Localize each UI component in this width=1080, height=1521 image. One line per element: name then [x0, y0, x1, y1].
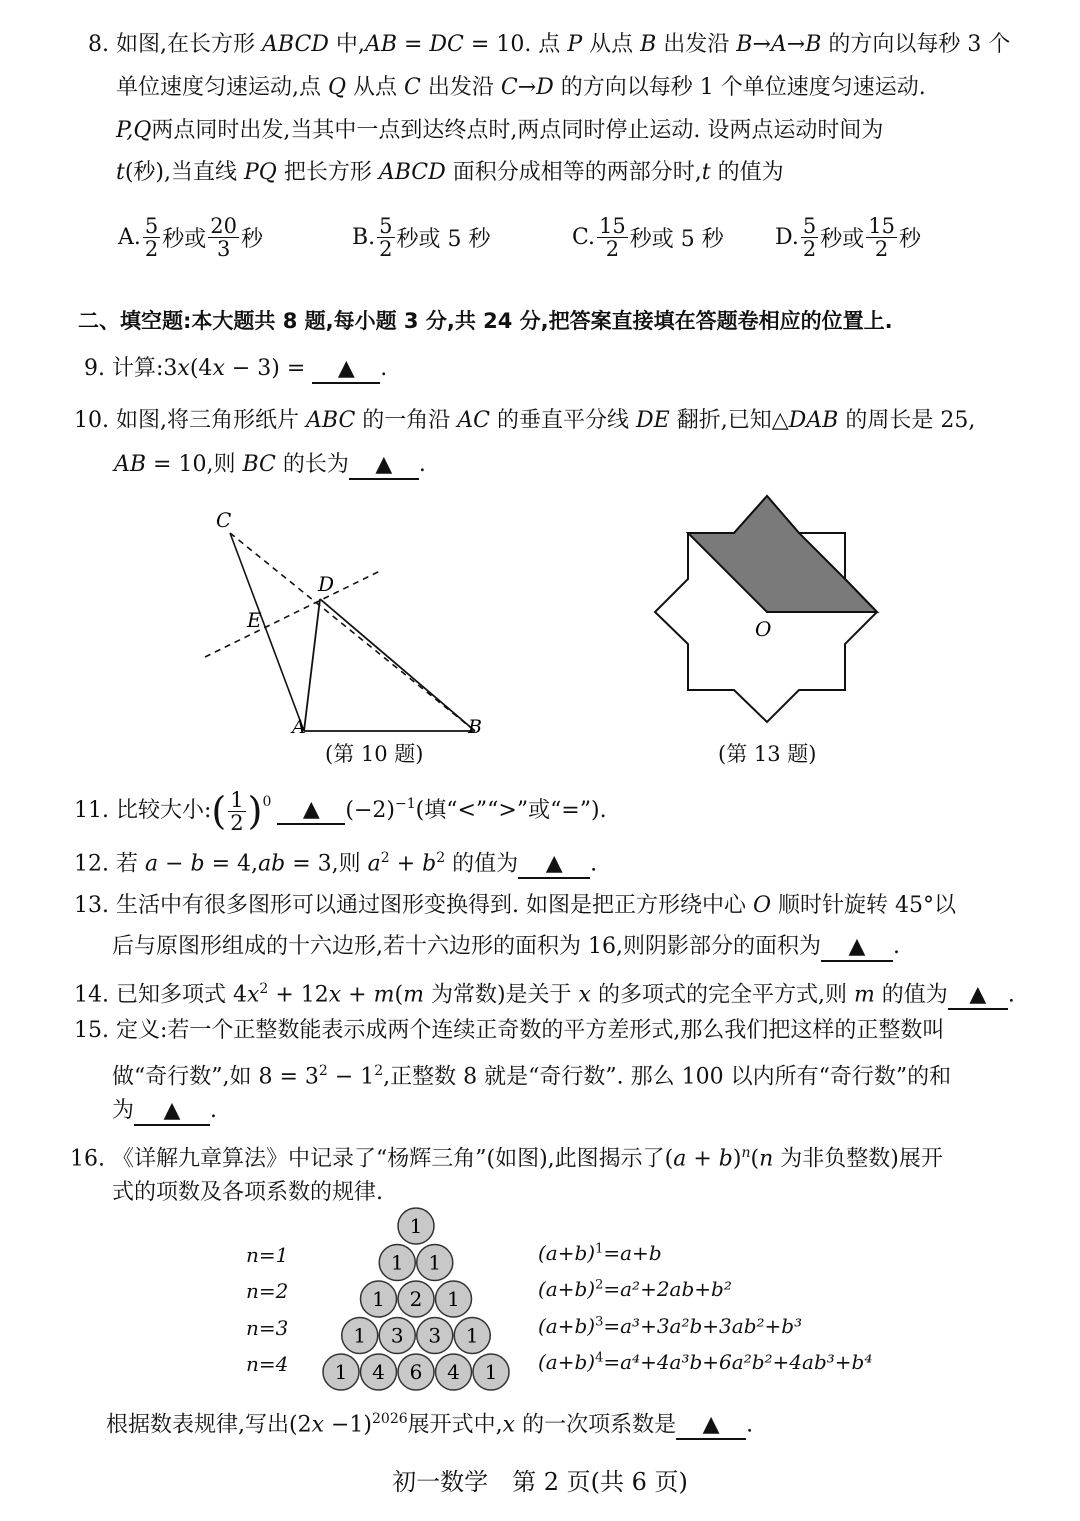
q15-line3: 为 ▲ . [112, 1096, 217, 1126]
pascal-value: 1 [334, 1360, 348, 1384]
figure-13-octagram [645, 488, 885, 728]
fraction: $\frac{5}{2}$ [144, 214, 159, 261]
q10-line1: 10. 如图,将三角形纸片 ABC 的一角沿 AC 的垂直平分线 DE 翻折,已知△DAB 的周长是 25, [74, 408, 976, 433]
pascal-value: 2 [409, 1287, 423, 1311]
figure-10-triangle [190, 505, 510, 745]
pascal-value: 6 [409, 1360, 423, 1384]
side-da [304, 599, 320, 731]
fraction: $\frac{5}{2}$ [802, 214, 817, 261]
figure-13-caption: (第 13 题) [718, 742, 817, 766]
q13-line2: 后与原图形组成的十六边形,若十六边形的面积为 16,则阴影部分的面积为 ▲ . [112, 932, 900, 962]
q10-line2: AB = 10,则 BC 的长为 ▲ . [114, 450, 426, 480]
answer-blank[interactable]: ▲ [312, 356, 380, 384]
q16-line2: 式的项数及各项系数的规律. [112, 1180, 383, 1205]
pascal-label-n1: n=1 [246, 1243, 289, 1267]
q14: 14. 已知多项式 $4x^2 + 12x + m(m$ 为常数)是关于 x 的多项式的完全平方式,则 m 的值为 ▲ . [74, 974, 1015, 1010]
side-db [320, 599, 475, 731]
q13-line1: 13. 生活中有很多图形可以通过图形变换得到. 如图是把正方形绕中心 O 顺时针旋转 45°以 [74, 893, 957, 918]
q8-option-a: A. $\frac{5}{2}$ 秒或 $\frac{20}{3}$ 秒 [118, 214, 264, 261]
label-e: E [247, 608, 262, 632]
pascal-value: 1 [465, 1323, 479, 1348]
fraction: $\frac{15}{2}$ [599, 214, 626, 261]
pascal-value: 1 [428, 1250, 442, 1275]
expansion-n1: $(a+b)^1=a+b$ [538, 1241, 662, 1265]
q8-line4: t(秒),当直线 PQ 把长方形 ABCD 面积分成相等的两部分时,t 的值为 [116, 160, 784, 185]
pascal-value: 1 [353, 1323, 367, 1348]
q8-line1: 8. 如图,在长方形 ABCD 中,AB = DC = 10. 点 P 从点 B 出发沿 B→A→B 的方向以每秒 3 个 [88, 32, 1011, 57]
pascal-triangle [316, 1206, 516, 1392]
label-c: C [216, 508, 232, 532]
q16-line1: 16. 《详解九章算法》中记录了“杨辉三角”(如图),此图揭示了$(a + b)^n(n$ 为非负整数)展开 [70, 1145, 943, 1172]
expansion-n2: $(a+b)^2=a^2+2ab+b^2$ [538, 1277, 732, 1301]
fraction: $\frac{1}{2}$ [230, 787, 244, 835]
label-d: D [318, 572, 335, 596]
expansion-n3: $(a+b)^3=a^3+3a^2b+3ab^2+b^3$ [538, 1314, 803, 1338]
q8-line3: P,Q两点同时出发,当其中一点到达终点时,两点同时停止运动. 设两点运动时间为 [116, 118, 884, 143]
pascal-label-n4: n=4 [246, 1352, 289, 1376]
label-b: B [468, 716, 482, 738]
answer-blank[interactable]: ▲ [277, 797, 345, 825]
pascal-value: 4 [372, 1360, 385, 1384]
pascal-value: 1 [447, 1287, 460, 1311]
answer-blank[interactable]: ▲ [676, 1412, 746, 1440]
section-heading: 二、填空题:本大题共 8 题,每小题 3 分,共 24 分,把答案直接填在答题卷相应的位置上. [78, 309, 893, 333]
fraction: $\frac{15}{2}$ [868, 214, 895, 261]
label-o: O [755, 617, 772, 641]
answer-blank[interactable]: ▲ [518, 851, 590, 879]
perpendicular-bisector [205, 570, 382, 657]
pascal-label-n3: n=3 [246, 1316, 289, 1340]
page-footer: 初一数学 第 2 页(共 6 页) [392, 1468, 688, 1496]
pascal-value: 1 [390, 1250, 404, 1275]
pascal-label-n2: n=2 [246, 1279, 289, 1303]
q8-option-d: D. $\frac{5}{2}$ 秒或 $\frac{15}{2}$ 秒 [775, 214, 921, 261]
pascal-value: 3 [428, 1323, 442, 1348]
pascal-value: 4 [447, 1360, 460, 1384]
q15-line2: 做“奇行数”,如 $8 = 3^2 - 1^2$,正整数 8 就是“奇行数”. 那么 100 以内所有“奇行数”的和 [112, 1063, 952, 1090]
q15-line1: 15. 定义:若一个正整数能表示成两个连续正奇数的平方差形式,那么我们把这样的正整数叫 [74, 1018, 945, 1043]
fraction: $\frac{20}{3}$ [210, 214, 238, 261]
figure-10-caption: (第 10 题) [325, 742, 424, 766]
q9: 9. 计算:3x(4x − 3) = ▲ . [84, 354, 387, 384]
expansion-n4: $(a+b)^4=a^4+4a^3b+6a^2b^2+4ab^3+b^4$ [538, 1350, 873, 1374]
q11: 11. 比较大小: ( $\frac{1}{2}$ ) $^0$ ▲ (−2) $^{-1}$ (填“<”“>”或“=”). [74, 787, 607, 835]
q8-option-c: C. $\frac{15}{2}$ 秒或 5 秒 [572, 214, 724, 261]
q12: 12. 若 a − b = 4,ab = 3,则 $a^2 + b^2$ 的值为 ▲ . [74, 843, 597, 879]
q8-line2: 单位速度匀速运动,点 Q 从点 C 出发沿 C→D 的方向以每秒 1 个单位速度匀速运动. [116, 75, 926, 100]
answer-blank[interactable]: ▲ [134, 1098, 210, 1126]
q16-line3: 根据数表规律,写出$(2x -1)^{2026}$展开式中,x 的一次项系数是 ▲ . [106, 1404, 753, 1440]
pascal-value: 1 [409, 1214, 423, 1238]
answer-blank[interactable]: ▲ [821, 934, 893, 962]
pascal-value: 1 [484, 1360, 498, 1384]
answer-blank[interactable]: ▲ [349, 452, 419, 480]
pascal-value: 1 [372, 1287, 385, 1311]
answer-blank[interactable]: ▲ [948, 982, 1008, 1010]
pascal-value: 3 [390, 1323, 404, 1348]
fraction: $\frac{5}{2}$ [379, 214, 393, 261]
q8-option-b: B. $\frac{5}{2}$ 秒或 5 秒 [352, 214, 491, 261]
label-a: A [292, 716, 306, 738]
